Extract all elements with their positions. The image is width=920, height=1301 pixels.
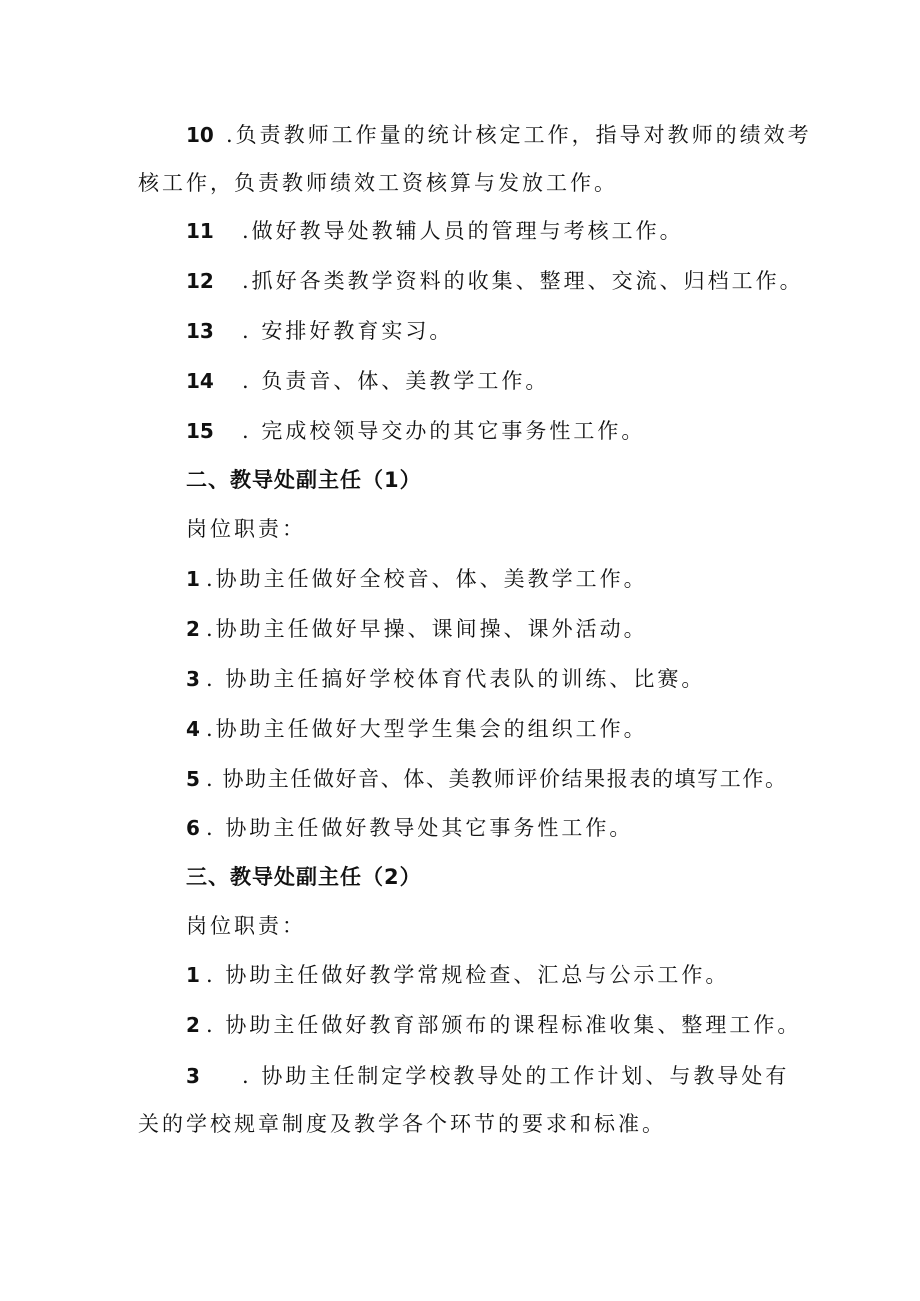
section-2-item-5 (186, 764, 788, 794)
item-11-text: .做好教导处教辅人员的管理与考核工作。 (242, 219, 684, 243)
section-2-item-4 (186, 714, 648, 744)
section-2-item-1-number: 1 (186, 567, 200, 591)
section-2-item-3 (186, 664, 705, 694)
item-15 (186, 416, 645, 446)
section-2-item-6-text: . 协助主任做好教导处其它事务性工作。 (206, 816, 634, 840)
section-3-item-2-number: 2 (186, 1013, 200, 1037)
section-3-item-1-number: 1 (186, 963, 200, 987)
item-12-text: .抓好各类教学资料的收集、整理、交流、归档工作。 (242, 269, 804, 293)
section-2-item-2 (186, 614, 648, 644)
item-11-number: 11 (186, 219, 214, 243)
item-12 (186, 266, 804, 296)
section-2-item-2-text: .协助主任做好早操、课间操、课外活动。 (206, 617, 648, 641)
section-2-item-3-text: . 协助主任搞好学校体育代表队的训练、比赛。 (206, 667, 706, 691)
section-2-item-6-number: 6 (186, 816, 200, 840)
item-13 (186, 316, 453, 346)
item-15-number: 15 (186, 419, 214, 443)
section-3-item-1-text: . 协助主任做好教学常规检查、汇总与公示工作。 (206, 963, 730, 987)
section-2-item-2-number: 2 (186, 617, 200, 641)
section-3-item-3-number: 3 (186, 1064, 200, 1088)
section-3-item-3-text-continued: 关的学校规章制度及教学各个环节的要求和标准。 (138, 1112, 666, 1136)
section-2-duty-label: 岗位职责： (186, 517, 306, 541)
item-10-text-continued: 核工作，负责教师绩效工资核算与发放工作。 (138, 171, 618, 195)
section-3-heading: 三、教导处副主任（2） (186, 865, 422, 889)
item-13-number: 13 (186, 319, 214, 343)
section-3-item-3-text: . 协助主任制定学校教导处的工作计划、与教导处有 (242, 1064, 790, 1088)
section-3-item-2-text: . 协助主任做好教育部颁布的课程标准收集、整理工作。 (206, 1013, 802, 1037)
section-2-item-5-number: 5 (186, 767, 200, 791)
item-13-text: . 安排好教育实习。 (242, 319, 454, 343)
item-11 (186, 216, 684, 246)
item-10-line-1 (186, 120, 812, 150)
section-3-item-2 (186, 1010, 801, 1040)
section-3-item-3-line-1 (186, 1061, 789, 1091)
section-2-heading: 二、教导处副主任（1） (186, 468, 422, 492)
section-2-item-4-number: 4 (186, 717, 200, 741)
section-2-item-1-text: .协助主任做好全校音、体、美教学工作。 (206, 567, 648, 591)
item-14-text: . 负责音、体、美教学工作。 (242, 369, 550, 393)
section-2-item-5-text: . 协助主任做好音、体、美教师评价结果报表的填写工作。 (206, 767, 788, 791)
item-12-number: 12 (186, 269, 214, 293)
item-14 (186, 366, 549, 396)
section-3-item-1 (186, 960, 729, 990)
item-10-number: 10 (186, 123, 214, 147)
item-14-number: 14 (186, 369, 214, 393)
section-3-duty-label: 岗位职责： (186, 914, 306, 938)
item-15-text: . 完成校领导交办的其它事务性工作。 (242, 419, 646, 443)
section-2-item-3-number: 3 (186, 667, 200, 691)
section-3-item-3-line-2 (138, 1109, 666, 1139)
item-10-text: .负责教师工作量的统计核定工作，指导对教师的绩效考 (226, 123, 812, 147)
section-2-item-1 (186, 564, 648, 594)
section-2-item-4-text: .协助主任做好大型学生集会的组织工作。 (206, 717, 648, 741)
item-10-line-2 (138, 168, 618, 198)
section-2-item-6 (186, 813, 633, 843)
